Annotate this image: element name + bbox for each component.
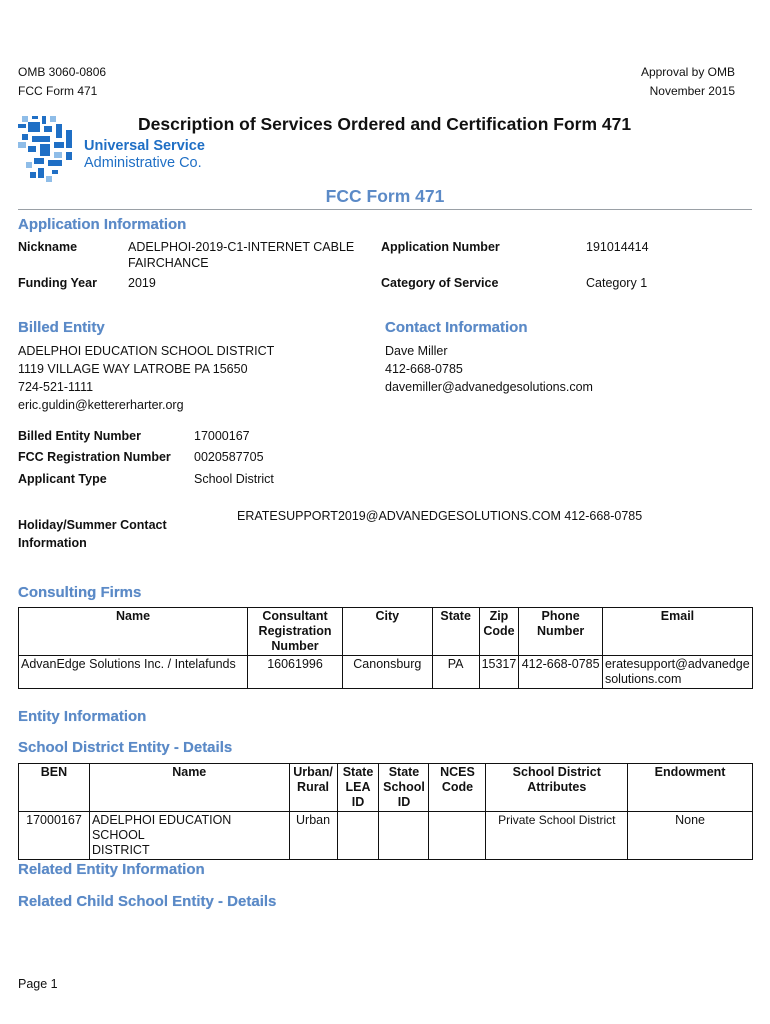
holiday-label-2: Information xyxy=(18,536,87,550)
contact-phone: 412-668-0785 xyxy=(385,362,463,376)
related-child-details-title: Related Child School Entity - Details xyxy=(18,893,277,910)
table-row xyxy=(19,656,753,689)
table-header-row xyxy=(19,608,753,656)
cell-city: Canonsburg xyxy=(342,656,432,689)
table-row xyxy=(19,812,753,860)
col-header-phone: Phone Number xyxy=(519,608,603,656)
form-heading: FCC Form 471 xyxy=(325,186,445,206)
funding-year-label: Funding Year xyxy=(18,276,97,290)
nickname-value-2: FAIRCHANCE xyxy=(128,256,209,270)
col-header-ben: BEN xyxy=(19,764,90,812)
cell-attributes: Private School District xyxy=(486,812,628,860)
col-header-zip: Zip Code xyxy=(479,608,519,656)
col-header-endowment: Endowment xyxy=(628,764,753,812)
billed-entity-address: 1119 VILLAGE WAY LATROBE PA 15650 xyxy=(18,362,248,376)
col-header-crn: Consultant Registration Number xyxy=(248,608,343,656)
col-header-lea-id: State LEA ID xyxy=(337,764,379,812)
cell-state-school-id xyxy=(379,812,429,860)
col-header-city: City xyxy=(342,608,432,656)
form-number: FCC Form 471 xyxy=(18,84,98,98)
fcc-reg-label: FCC Registration Number xyxy=(18,450,171,464)
cell-state: PA xyxy=(432,656,479,689)
funding-year-value: 2019 xyxy=(128,276,156,290)
logo-line2: Administrative Co. xyxy=(84,155,202,171)
table-header-row xyxy=(19,764,753,812)
fcc-reg-value: 0020587705 xyxy=(194,450,264,464)
cell-entity-name: ADELPHOI EDUCATION SCHOOL DISTRICT xyxy=(89,812,289,860)
col-header-state: State xyxy=(432,608,479,656)
nickname-label: Nickname xyxy=(18,240,78,254)
approval-label: Approval by OMB xyxy=(640,65,735,79)
billed-entity-name: ADELPHOI EDUCATION SCHOOL DISTRICT xyxy=(18,344,275,358)
app-number-label: Application Number xyxy=(381,240,500,254)
document-title: Description of Services Ordered and Certification Form 471 xyxy=(138,114,632,134)
heading-rule xyxy=(18,209,752,210)
consulting-firms-table xyxy=(18,607,753,689)
category-value: Category 1 xyxy=(586,276,648,290)
application-info-title: Application Information xyxy=(18,216,187,233)
billed-entity-email: eric.guldin@kettererharter.org xyxy=(18,398,184,412)
related-entity-title: Related Entity Information xyxy=(18,861,205,878)
cell-endowment: None xyxy=(628,812,753,860)
logo-mark-icon xyxy=(16,114,86,186)
col-header-email: Email xyxy=(602,608,752,656)
page-number: Page 1 xyxy=(18,977,58,991)
holiday-label-1: Holiday/Summer Contact xyxy=(18,518,167,532)
col-header-nces: NCES Code xyxy=(429,764,486,812)
cell-nces xyxy=(429,812,486,860)
school-district-details-title: School District Entity - Details xyxy=(18,739,233,756)
contact-name: Dave Miller xyxy=(385,344,448,358)
col-header-state-school-id: State School ID xyxy=(379,764,429,812)
cell-lea-id xyxy=(337,812,379,860)
col-header-name: Name xyxy=(19,608,248,656)
applicant-type-label: Applicant Type xyxy=(18,472,107,486)
app-number-value: 191014414 xyxy=(586,240,649,254)
cell-urban-rural: Urban xyxy=(289,812,337,860)
entity-info-title: Entity Information xyxy=(18,708,147,725)
col-header-attributes: School District Attributes xyxy=(486,764,628,812)
approval-date: November 2015 xyxy=(649,84,735,98)
consulting-firms-title: Consulting Firms xyxy=(18,584,142,601)
category-label: Category of Service xyxy=(381,276,499,290)
applicant-type-value: School District xyxy=(194,472,274,486)
holiday-contact-value: ERATESUPPORT2019@ADVANEDGESOLUTIONS.COM 412-668-0785 xyxy=(237,509,643,523)
cell-phone: 412-668-0785 xyxy=(519,656,603,689)
cell-ben: 17000167 xyxy=(19,812,90,860)
cell-firm-name: AdvanEdge Solutions Inc. / Intelafunds xyxy=(19,656,248,689)
school-district-table xyxy=(18,763,753,860)
billed-entity-phone: 724-521-1111 xyxy=(18,380,94,394)
col-header-urban-rural: Urban/ Rural xyxy=(289,764,337,812)
contact-email: davemiller@advanedgesolutions.com xyxy=(385,380,593,394)
ben-label: Billed Entity Number xyxy=(18,429,141,443)
logo-line1: Universal Service xyxy=(84,138,205,154)
ben-value: 17000167 xyxy=(194,429,250,443)
cell-zip: 15317 xyxy=(479,656,519,689)
nickname-value-1: ADELPHOI-2019-C1-INTERNET CABLE xyxy=(128,240,355,254)
col-header-name: Name xyxy=(89,764,289,812)
billed-entity-title: Billed Entity xyxy=(18,319,105,336)
contact-info-title: Contact Information xyxy=(385,319,528,336)
omb-number: OMB 3060-0806 xyxy=(18,65,107,79)
cell-crn: 16061996 xyxy=(248,656,343,689)
cell-email: eratesupport@advanedge solutions.com xyxy=(602,656,752,689)
